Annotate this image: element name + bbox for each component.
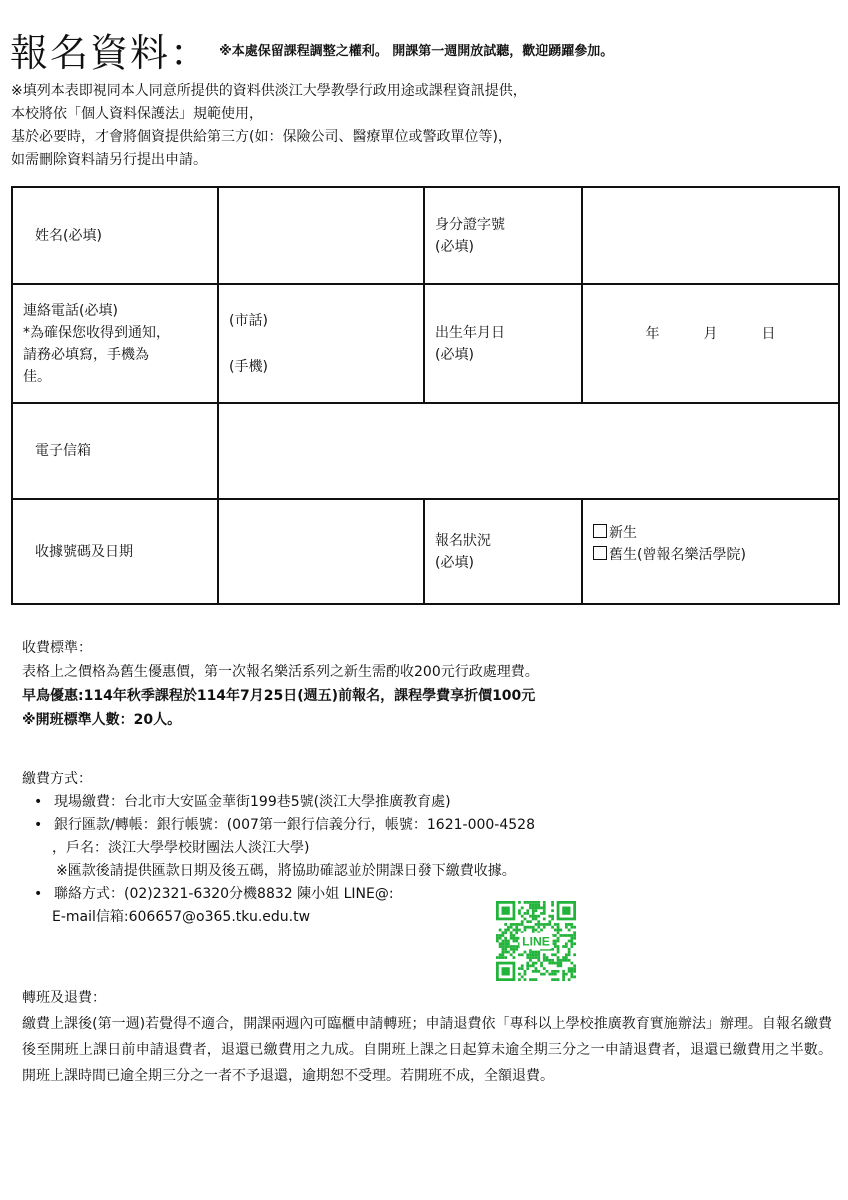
status-label-required: (必填) [435,554,474,571]
phone-label [12,284,218,403]
table-row [12,499,839,604]
phone-field[interactable] [218,284,424,403]
email-field[interactable] [218,403,839,499]
notice-line: 如需刪除資料請另行提出申請。 [11,152,207,168]
contact-email: E-mail信箱:606657@o365.tku.edu.tw [52,909,311,925]
notice-line: ※填列本表即視同本人同意所提供的資料供淡江大學教學行政用途或課程資訊提供， [11,83,527,99]
fee-heading: 收費標準： [22,640,92,656]
id-number-field[interactable] [582,187,839,284]
month-label: 月 [703,325,718,342]
page-header [10,22,840,77]
name-field[interactable] [218,187,424,284]
refund-heading: 轉班及退費： [22,990,106,1006]
checkbox-old[interactable] [593,546,607,560]
status-old-option[interactable] [593,544,828,566]
bank-account-name: ，戶名：淡江大學學校財團法人淡江大學) [52,840,310,856]
table-row [12,284,839,403]
qr-line-text: LINE [522,934,550,949]
day-label: 日 [761,325,776,342]
receipt-field[interactable] [218,499,424,604]
refund-section [22,985,832,1089]
fee-section [22,636,539,732]
payment-heading: 繳費方式： [22,771,92,787]
birth-label-text: 出生年月日 [435,324,505,341]
early-bird-line: 早鳥優惠:114年秋季課程於114年7月25日(週五)前報名，課程學費享折價100元 [22,688,536,704]
name-label: 姓名(必填) [12,187,218,284]
list-item: • 現場繳費：台北市大安區金華街199巷5號(淡江大學推廣教育處) [54,791,822,814]
list-item [54,814,822,837]
contact-list [22,883,822,906]
table-row [12,403,839,499]
status-label [424,499,582,604]
status-options [582,499,839,604]
status-new-option[interactable] [593,522,828,544]
birth-label [424,284,582,403]
checkbox-new[interactable] [593,524,607,538]
status-old-label: 舊生(曾報名樂活學院) [609,546,746,563]
payment-section [22,768,822,929]
phone-label-text: 連絡電話(必填) [23,302,118,319]
mobile-label: (手機) [229,358,268,375]
bank-note: ※匯款後請提供匯款日期及後五碼，將協助確認並於開課日發下繳費收據。 [56,863,516,879]
receipt-label: 收據號碼及日期 [12,499,218,604]
status-label-text: 報名狀況 [435,532,491,549]
status-new-label: 新生 [609,524,637,541]
phone-label-hint: 請務必填寫，手機為 [23,346,149,363]
bank-line: • 銀行匯款/轉帳：銀行帳號：(007第一銀行信義分行，帳號：1621-000-4528 [54,817,535,833]
phone-label-hint: *為確保您收得到通知， [23,324,170,341]
refund-text: 繳費上課後(第一週)若覺得不適合，開課兩週內可臨櫃申請轉班；申請退費依「專科以上學校推廣教育實施辦法」辦理。自報名繳費後至開班上課日前申請退費者，退還已繳費用之九成。自開班上課之日起算未逾全期三分之一申請退費者，退還已繳費用之半數。開班上課時間已逾全期三分之一者不予退還，逾期恕不受理。若開班不成，全額退費。 [22,1016,832,1084]
notice-line: 本校將依「個人資料保護法」規範使用， [11,106,263,122]
id-label-required: (必填) [435,238,474,255]
phone-label-hint: 佳。 [23,368,51,385]
payment-list [22,791,822,837]
birth-date-field[interactable] [582,284,839,403]
page-title: 報名資料： [10,31,211,75]
table-row [12,187,839,284]
line-qr-code-icon [496,901,576,981]
title-note: ※本處保留課程調整之權利。 開課第一週開放試聽，歡迎踴躍參加。 [219,44,614,59]
privacy-notice [11,80,527,172]
registration-form-table [11,186,840,605]
notice-line: 基於必要時，才會將個資提供給第三方(如：保險公司、醫療單位或警政單位等)， [11,129,512,145]
id-label [424,187,582,284]
class-size-line: ※開班標準人數：20人。 [22,712,182,728]
contact-line: • 聯絡方式：(02)2321-6320分機8832 陳小姐 LINE@: [54,883,822,906]
id-label-text: 身分證字號 [435,216,505,233]
email-label: 電子信箱 [12,403,218,499]
landline-label: (市話) [229,312,268,329]
fee-line: 表格上之價格為舊生優惠價，第一次報名樂活系列之新生需酌收200元行政處理費。 [22,664,539,680]
year-label: 年 [645,325,660,342]
birth-label-required: (必填) [435,346,474,363]
